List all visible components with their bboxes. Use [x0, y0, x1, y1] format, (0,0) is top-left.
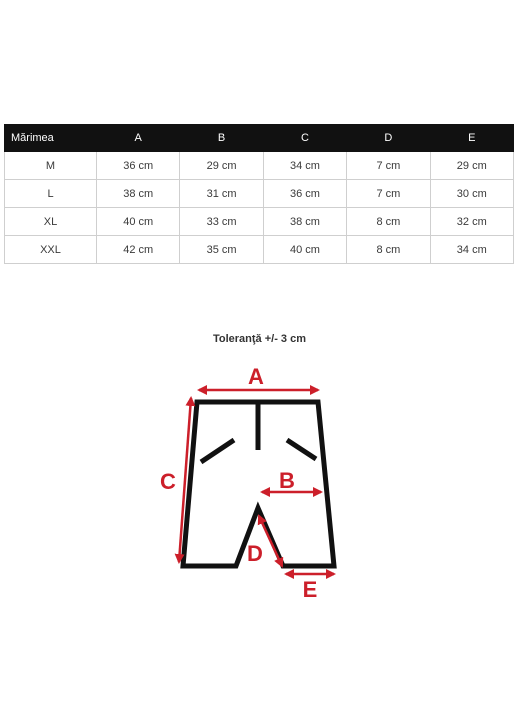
- table-cell: 38 cm: [263, 208, 346, 236]
- header-b: B: [180, 125, 263, 152]
- table-cell: 33 cm: [180, 208, 263, 236]
- table-cell: 8 cm: [347, 236, 430, 264]
- right-pocket-line: [287, 440, 316, 459]
- header-size: Mărimea: [5, 125, 97, 152]
- table-cell: 38 cm: [97, 180, 180, 208]
- table-cell: 32 cm: [430, 208, 513, 236]
- header-d: D: [347, 125, 430, 152]
- table-cell: 7 cm: [347, 180, 430, 208]
- label-d: D: [247, 541, 263, 566]
- label-e: E: [302, 577, 318, 602]
- left-pocket-line: [201, 440, 234, 462]
- size-cell: M: [5, 152, 97, 180]
- table-cell: 34 cm: [430, 236, 513, 264]
- table-cell: 29 cm: [180, 152, 263, 180]
- label-c: C: [160, 469, 176, 494]
- size-cell: L: [5, 180, 97, 208]
- header-e: E: [430, 125, 513, 152]
- table-cell: 35 cm: [180, 236, 263, 264]
- label-b: B: [279, 468, 295, 493]
- table-cell: 8 cm: [347, 208, 430, 236]
- header-c: C: [263, 125, 346, 152]
- table-cell: 34 cm: [263, 152, 346, 180]
- size-cell: XXL: [5, 236, 97, 264]
- table-cell: 7 cm: [347, 152, 430, 180]
- table-cell: 31 cm: [180, 180, 263, 208]
- label-a: A: [248, 364, 264, 389]
- table-cell: 36 cm: [263, 180, 346, 208]
- header-a: A: [97, 125, 180, 152]
- table-cell: 42 cm: [97, 236, 180, 264]
- table-cell: 40 cm: [97, 208, 180, 236]
- table-cell: 40 cm: [263, 236, 346, 264]
- table-cell: 30 cm: [430, 180, 513, 208]
- table-cell: 36 cm: [97, 152, 180, 180]
- table-cell: 29 cm: [430, 152, 513, 180]
- size-cell: XL: [5, 208, 97, 236]
- tolerance-note: Toleranţă +/- 3 cm: [212, 333, 307, 345]
